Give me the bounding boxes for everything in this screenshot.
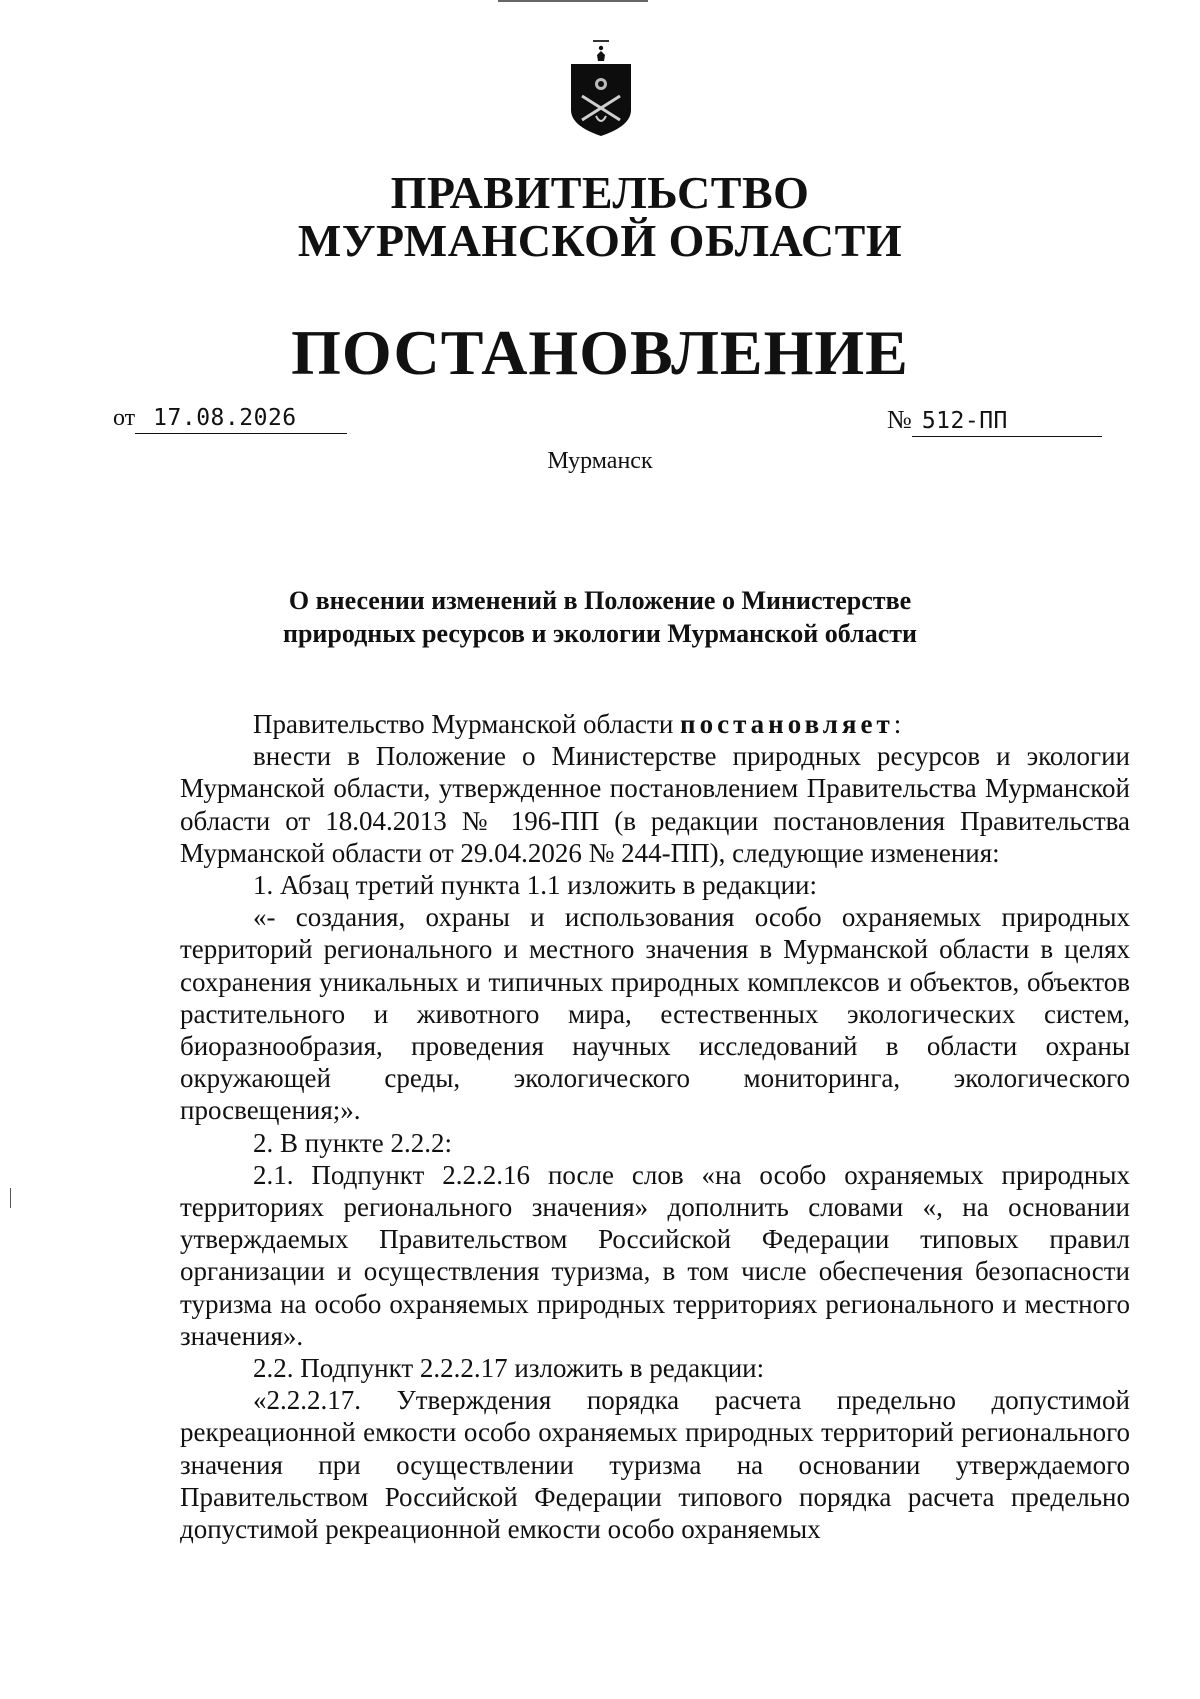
subject-line1: О внесении изменений в Положение о Министерстве <box>288 586 912 615</box>
body-paragraph: 2.1. Подпункт 2.2.2.16 после слов «на особо охраняемых природных территориях регионального значения» дополнить словами «, на основании утверждаемых Правительством Российской Федерации типовых правил организации и осуществления туризма, в том числе обеспечения безопасности туризма на особо охраняемых природных территориях регионального и местного значения». <box>180 1159 1130 1351</box>
number-prefix: № <box>887 405 912 434</box>
body-paragraph: «- создания, охраны и использования особо охраняемых природных территорий регионального и местного значения в Мурманской области в целях сохранения уникальных и типичных природных комплексов и объектов, объектов растительного и животного мира, естественных экологических систем, биоразнообразия, проведения научных исследований в области охраны окружающей среды, экологического мониторинга, экологического просвещения;». <box>180 902 1130 1126</box>
body-paragraph: 1. Абзац третий пункта 1.1 изложить в редакции: <box>253 870 817 901</box>
document-subject <box>0 584 1200 650</box>
body-paragraph: «2.2.2.17. Утверждения порядка расчета предельно допустимой рекреационной емкости особо охраняемых природных территорий регионального значения при осуществлении туризма на основании утверждаемого Правительством Российской Федерации типового порядка расчета предельно допустимой рекреационной емкости особо охраняемых <box>180 1385 1130 1545</box>
intro-paragraph <box>180 708 1130 740</box>
subject-line2: природных ресурсов и экологии Мурманской области <box>282 619 917 648</box>
city-name: Мурманск <box>547 448 653 474</box>
organization-name-line2: МУРМАНСКОЙ ОБЛАСТИ <box>297 215 903 266</box>
intro-text: Правительство Мурманской области <box>253 709 674 739</box>
intro-verb: постановляет <box>680 709 894 739</box>
date-field <box>113 402 347 434</box>
document-number: 512-ПП <box>912 406 1102 437</box>
scan-mark <box>10 1188 11 1208</box>
body-paragraph: внести в Положение о Министерстве природных ресурсов и экологии Мурманской области, утвержденное постановлением Правительства Мурманской области от 18.04.2013 № 196-ПП (в редакции постановления Правительства Мурманской области от 29.04.2026 № 244-ПП), следующие изменения: <box>180 741 1130 868</box>
document-type-title: ПОСТАНОВЛЕНИЕ <box>291 317 909 388</box>
number-field <box>887 405 1102 437</box>
scan-mark <box>498 0 648 2</box>
organization-name-line1: ПРАВИТЕЛЬСТВО <box>390 167 810 218</box>
date-prefix: от <box>113 405 136 431</box>
document-date: 17.08.2026 <box>135 403 347 434</box>
intro-colon: : <box>893 709 902 739</box>
body-paragraph: 2.2. Подпункт 2.2.2.17 изложить в редакции: <box>253 1353 765 1384</box>
body-paragraph: 2. В пункте 2.2.2: <box>253 1127 452 1158</box>
coat-of-arms-icon <box>568 40 634 138</box>
document-body <box>180 708 1130 1545</box>
